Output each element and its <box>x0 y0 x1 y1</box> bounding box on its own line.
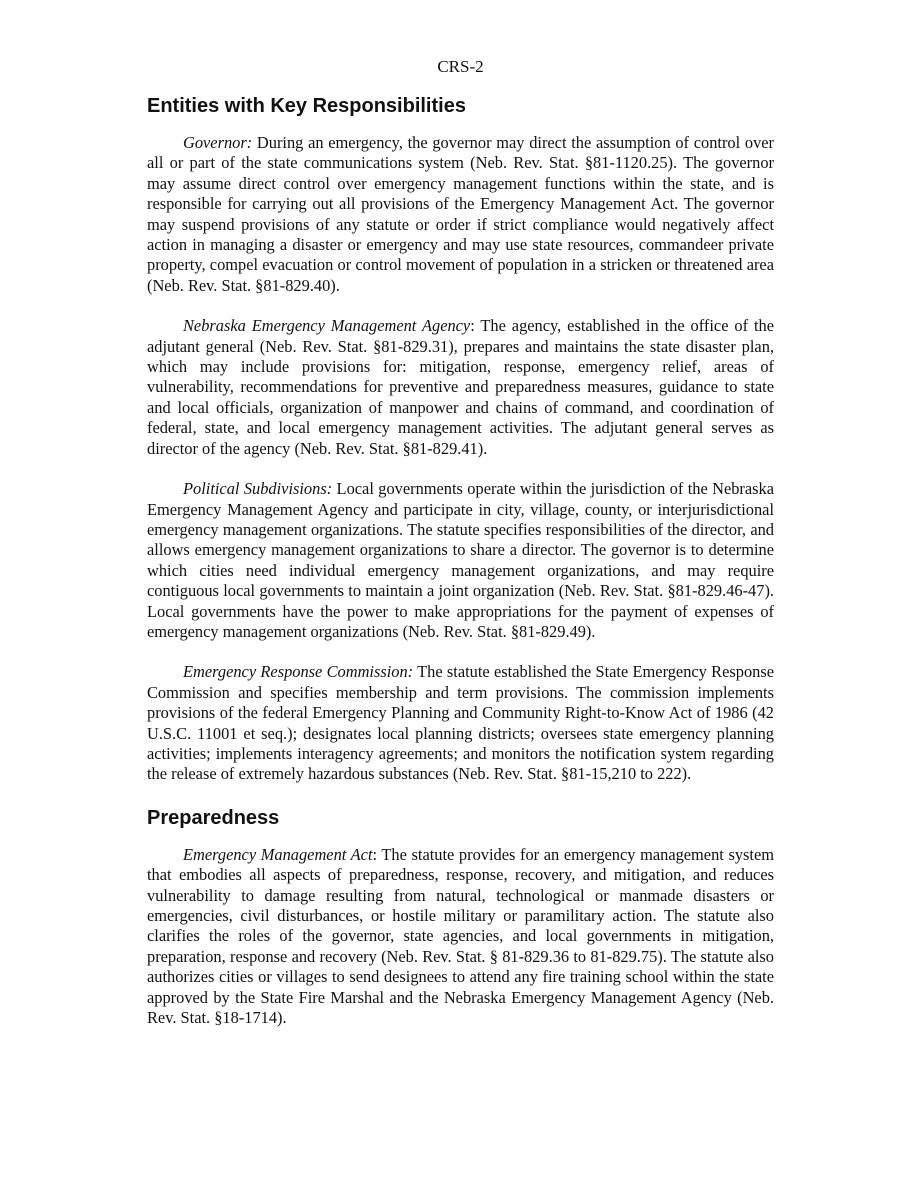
paragraph-nema <box>147 316 774 459</box>
paragraph-emergency-management-act <box>147 845 774 1029</box>
paragraph-term: Emergency Management Act <box>183 844 373 864</box>
section-preparedness <box>147 805 774 1029</box>
paragraph-term: Emergency Response Commission: <box>183 662 414 682</box>
paragraph-term: Governor: <box>183 133 253 152</box>
paragraph-emergency-response-commission <box>147 662 774 784</box>
section-key-responsibilities <box>147 93 774 785</box>
paragraph-text: : The agency, established in the office of the adjutant general (Neb. Rev. Stat. §81-829.31), prepares and maintains the state disaster plan, which may include provisions for: mitigation, response, emergency relief, areas of vulnerability, recommendations for preventive and preparedness measures, guidance to state and local officials, organization of manpower and chains of command, and coordination of federal, state, and local emergency management activities. The adjutant general serves as director of the agency (Neb. Rev. Stat. §81-829.41). <box>147 316 774 458</box>
paragraph-text: : The statute provides for an emergency management system that embodies all aspects of preparedness, response, recovery, and mitigation, and reduces vulnerability to damage resulting from natural, technological or manmade disasters or emergencies, civil disturbances, or hostile military or paramilitary action. The statute also clarifies the roles of the governor, state agencies, and local governments in mitigation, preparation, response and recovery (Neb. Rev. Stat. § 81-829.36 to 81-829.75). The statute also authorizes cities or villages to send designees to attend any fire training school within the state approved by the State Fire Marshal and the Nebraska Emergency Management Agency (Neb. Rev. Stat. §18-1714). <box>147 844 775 1028</box>
paragraph-political-subdivisions <box>147 479 774 642</box>
paragraph-term: Political Subdivisions: <box>183 479 333 499</box>
paragraph-term: Nebraska Emergency Management Agency <box>183 316 471 336</box>
paragraph-governor <box>147 133 774 296</box>
section-heading-key-responsibilities: Entities with Key Responsibilities <box>147 95 466 117</box>
paragraph-text: During an emergency, the governor may direct the assumption of control over all or part of the state communications system (Neb. Rev. Stat. §81-1120.25). The governor may assume direct control over emergency management functions within the state, and is responsible for carrying out all provisions of the Emergency Management Act. The governor may suspend provisions of any statute or order if strict compliance would negatively affect action in managing a disaster or emergency and may use state resources, commandeer private property, compel evacuation or control movement of population in a stricken or threatened area (Neb. Rev. Stat. §81-829.40). <box>147 133 774 295</box>
paragraph-text: Local governments operate within the jurisdiction of the Nebraska Emergency Management Agency and participate in city, village, county, or interjurisdictional emergency management organizations. The statute specifies responsibilities of the director, and allows emergency management organizations to share a director. The governor is to determine which cities need individual emergency management organizations, and may require contiguous local governments to maintain a joint organization (Neb. Rev. Stat. §81-829.46-47). Local governments have the power to make appropriations for the payment of expenses of emergency management organizations (Neb. Rev. Stat. §81-829.49). <box>147 479 774 641</box>
paragraph-text: The statute established the State Emergency Response Commission and specifies membership and term provisions. The commission implements provisions of the federal Emergency Planning and Community Right-to-Know Act of 1986 (42 U.S.C. 11001 et seq.); designates local planning districts; oversees state emergency planning activities; implements interagency agreements; and monitors the notification system regarding the release of extremely hazardous substances (Neb. Rev. Stat. §81-15,210 to 222). <box>147 662 774 784</box>
page-number: CRS-2 <box>437 57 484 76</box>
document-body <box>147 93 774 1028</box>
section-heading-preparedness: Preparedness <box>147 806 280 829</box>
